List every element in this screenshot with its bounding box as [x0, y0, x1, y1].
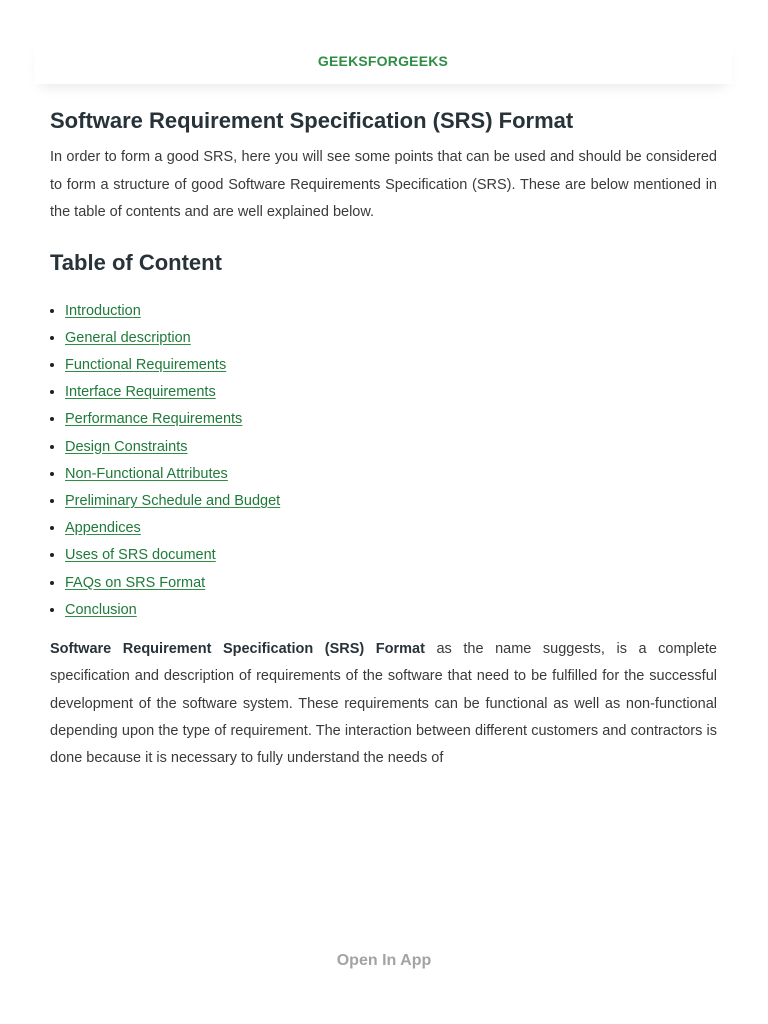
body-text: as the name suggests, is a complete specification and description of requirements of the software that need to be fulfilled for the successful development of the software system. These requirements can be functional as well as non-functional depending upon the type of requirement. The interaction between different customers and contractors is done because it is necessary to fully understand the needs of [50, 640, 717, 767]
intro-paragraph: In order to form a good SRS, here you will see some points that can be used and should be considered to form a structure of good Software Requirements Specification (SRS). These are below mentioned in the table of contents and are well explained below. [50, 149, 717, 220]
open-in-app-button[interactable]: Open In App [336, 952, 432, 969]
toc-item [65, 488, 717, 515]
toc-item [65, 542, 717, 569]
toc-item [65, 515, 717, 542]
toc-item [65, 570, 717, 597]
toc-item [65, 298, 717, 325]
toc-item [65, 461, 717, 488]
toc-item [65, 379, 717, 406]
body-bold-term: Software Requirement Specification (SRS) Format [50, 640, 425, 657]
toc-heading: Table of Content [50, 249, 222, 275]
toc-item [65, 434, 717, 461]
toc-link-introduction[interactable]: Introduction [65, 302, 141, 319]
toc-link-uses-of-srs[interactable]: Uses of SRS document [65, 547, 216, 564]
toc-link-non-functional-attributes[interactable]: Non-Functional Attributes [65, 465, 228, 482]
toc-link-faqs[interactable]: FAQs on SRS Format [65, 574, 206, 591]
toc-link-conclusion[interactable]: Conclusion [65, 601, 137, 618]
article-title: Software Requirement Specification (SRS) Format [50, 108, 574, 133]
toc-link-preliminary-schedule[interactable]: Preliminary Schedule and Budget [65, 492, 281, 509]
brand-logo-link[interactable]: GEEKSFORGEEKS [317, 53, 449, 69]
body-paragraph [50, 636, 717, 772]
toc-item [65, 406, 717, 433]
toc-item [65, 325, 717, 352]
site-header [34, 38, 732, 84]
article [50, 106, 717, 772]
toc-link-general-description[interactable]: General description [65, 329, 191, 346]
toc-link-appendices[interactable]: Appendices [65, 520, 141, 537]
toc-item [65, 597, 717, 624]
toc-link-interface-requirements[interactable]: Interface Requirements [65, 384, 216, 401]
toc-link-functional-requirements[interactable]: Functional Requirements [65, 356, 227, 373]
toc-link-performance-requirements[interactable]: Performance Requirements [65, 411, 243, 428]
toc-item [65, 352, 717, 379]
table-of-contents [50, 298, 717, 624]
toc-link-design-constraints[interactable]: Design Constraints [65, 438, 188, 455]
